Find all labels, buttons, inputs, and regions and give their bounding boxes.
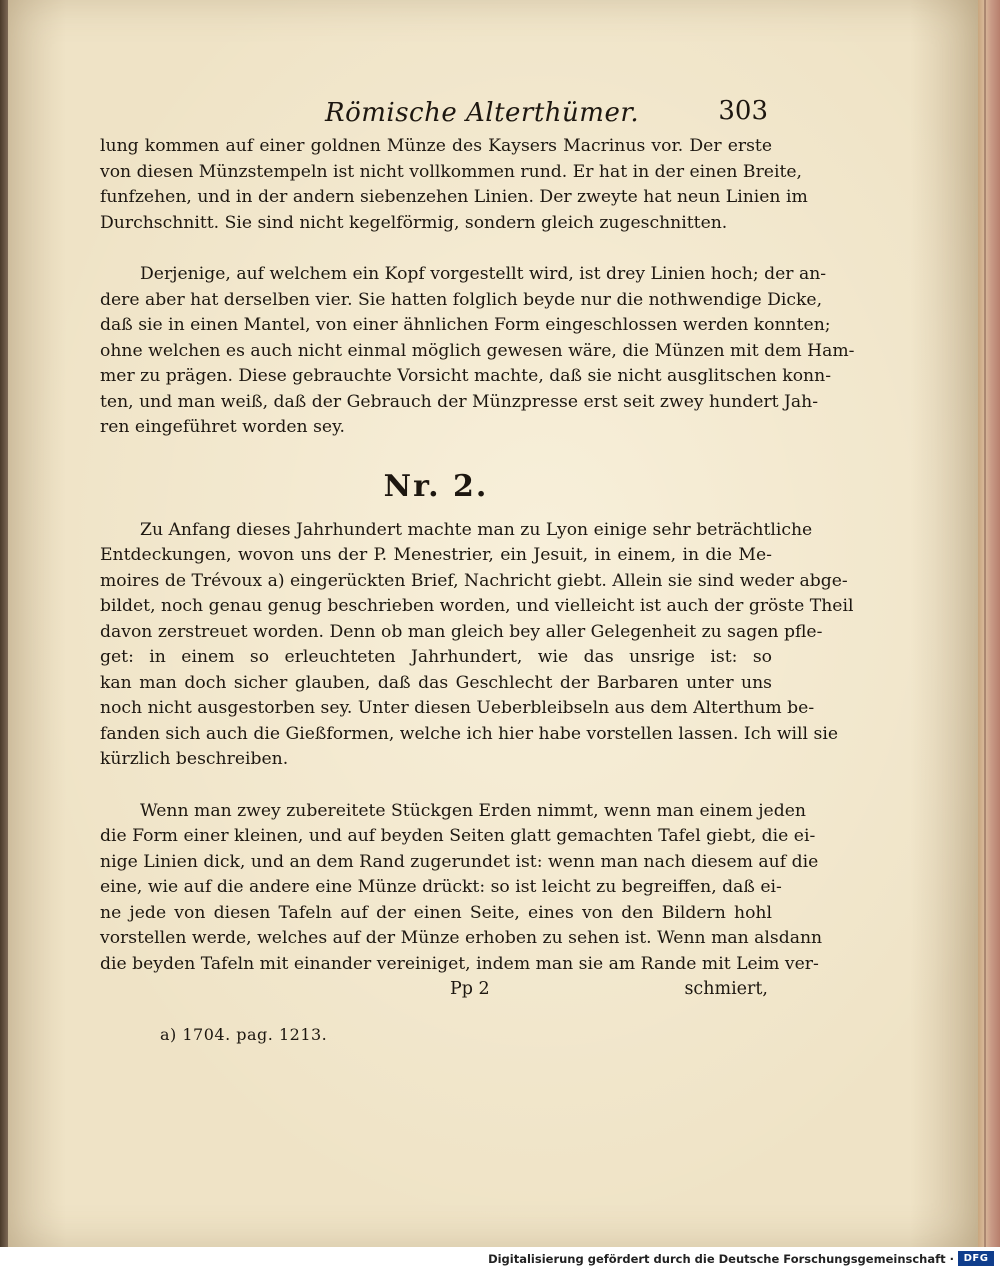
text-line: kürzlich beschreiben. <box>100 749 289 769</box>
text-line: Durchschnitt. Sie sind nicht kegelförmig, sondern gleich zugeschnitten. <box>100 212 728 233</box>
text-line: dere aber hat derselben vier. Sie hatten folglich beyde nur die nothwendige Dicke, <box>100 289 823 310</box>
text-line: Derjenige, auf welchem ein Kopf vorgestellt wird, ist drey Linien hoch; der an- <box>140 264 827 284</box>
running-title: Römische Alterthümer. <box>325 98 640 128</box>
paragraph-continuation <box>100 134 808 236</box>
paragraph <box>100 799 823 978</box>
signature-mark: Pp 2 <box>450 979 490 999</box>
text-line: bildet, noch genau genug beschrieben worden, und vielleicht ist auch der gröste Theil <box>100 596 854 616</box>
text-line: funfzehen, und in der andern siebenzehen Linien. Der zweyte hat neun Linien im <box>100 187 808 207</box>
text-line: noch nicht ausgestorben sey. Unter diesen Ueberbleibseln aus dem Alterthum be- <box>100 698 815 718</box>
text-line: nige Linien dick, und an dem Rand zugerundet ist: wenn man nach diesem auf die <box>100 851 819 872</box>
dfg-logo-icon: DFG <box>958 1251 994 1266</box>
text-line: Wenn man zwey zubereitete Stückgen Erden nimmt, wenn man einem jeden <box>140 800 806 821</box>
text-line: kan man doch sicher glauben, daß das Geschlecht der Barbaren unter uns <box>100 672 772 693</box>
digitization-footer <box>0 1247 1000 1271</box>
paragraph <box>100 262 855 441</box>
text-line: ne jede von diesen Tafeln auf der einen Seite, eines von den Bildern hohl <box>100 902 772 923</box>
printed-text-block <box>100 90 855 1044</box>
text-line: eine, wie auf die andere eine Münze drückt: so ist leicht zu begreiffen, daß ei- <box>100 877 782 897</box>
text-line: mer zu prägen. Diese gebrauchte Vorsicht machte, daß sie nicht ausglitschen konn- <box>100 366 831 386</box>
footnote: a) 1704. pag. 1213. <box>160 1025 328 1044</box>
text-line: ren eingeführet worden sey. <box>100 417 345 437</box>
catchword: schmiert, <box>684 979 768 999</box>
text-line: fanden sich auch die Gießformen, welche ich hier habe vorstellen lassen. Ich will sie <box>100 723 839 744</box>
page-stack-edge <box>978 0 1000 1247</box>
text-line: davon zerstreuet worden. Denn ob man gleich bey aller Gelegenheit zu sagen pfle- <box>100 621 823 642</box>
text-line: lung kommen auf einer goldnen Münze des Kaysers Macrinus vor. Der erste <box>100 136 772 156</box>
section-heading: Nr. 2. <box>383 468 489 504</box>
text-line: vorstellen werde, welches auf der Münze erhoben zu sehen ist. Wenn man alsdann <box>100 928 823 948</box>
text-line: ten, und man weiß, daß der Gebrauch der Münzpresse erst seit zwey hundert Jah- <box>100 391 819 412</box>
signature-line <box>100 979 772 1009</box>
text-line: moires de Trévoux a) eingerückten Brief, Nachricht giebt. Allein sie sind weder abge- <box>100 570 848 591</box>
running-head <box>100 90 772 134</box>
text-line: von diesen Münzstempeln ist nicht vollkommen rund. Er hat in der einen Breite, <box>100 161 802 182</box>
text-line: die Form einer kleinen, und auf beyden Seiten glatt gemachten Tafel giebt, die ei- <box>100 826 816 846</box>
text-line: die beyden Tafeln mit einander vereiniget, indem man sie am Rande mit Leim ver- <box>100 953 819 974</box>
text-line: Entdeckungen, wovon uns der P. Menestrier, ein Jesuit, in einem, in die Me- <box>100 545 772 565</box>
text-line: ohne welchen es auch nicht einmal möglich gewesen wäre, die Münzen mit dem Ham- <box>100 340 855 361</box>
funding-credit: Digitalisierung gefördert durch die Deutsche Forschungsgemeinschaft · <box>488 1252 954 1266</box>
text-line: Zu Anfang dieses Jahrhundert machte man zu Lyon einige sehr beträchtliche <box>140 519 813 540</box>
text-line: daß sie in einen Mantel, von einer ähnlichen Form eingeschlossen werden konnten; <box>100 315 831 335</box>
paragraph <box>100 518 854 773</box>
page-number: 303 <box>718 96 768 126</box>
text-line: get: in einem so erleuchteten Jahrhundert, wie das unsrige ist: so <box>100 647 772 667</box>
